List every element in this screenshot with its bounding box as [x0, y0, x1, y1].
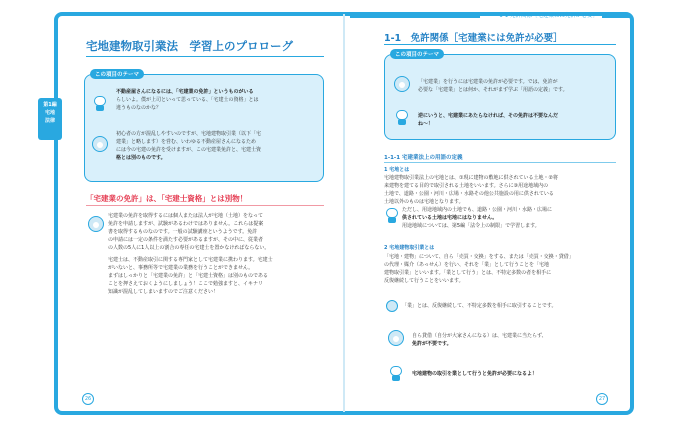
right-subheading-1a: 1 宅地とは: [384, 167, 410, 173]
right-body-1-note: [402, 206, 616, 230]
right-note-2: [412, 370, 616, 378]
right-page-number: 27: [596, 393, 608, 405]
side-tab-line3: 法律: [44, 118, 55, 124]
right-note-1-line-1: 自ら貸借（自分が大家さんになる）は、宅建業に当たらず、: [412, 333, 547, 339]
left-body-line: 知識が混乱してしまいますのでご注意ください！: [108, 289, 219, 295]
left-body-line: 宅建士は、不動産取引に関する専門家として宅建業に携わります。宅建士: [108, 257, 273, 263]
left-body-line: まずはしっかりと「宅建業の免許」と「宅建士資格」は別のものである: [108, 273, 269, 279]
left-body-line: ことを押さえておくようにしましょう！ここで勉強ますと、イキナリ: [108, 281, 264, 287]
left-theme-text-1: [116, 88, 316, 112]
right-theme-label: この項目のテーマ: [390, 49, 444, 59]
small-avatar-icon: [386, 300, 398, 312]
left-body-line: がいないと、事務所等で宅建業の業務を行うことができません。: [108, 265, 254, 271]
right-body-2-line: 反復継続して行うことをいいます。: [384, 278, 464, 284]
right-body-1-line: 土地以外のものは宅地となります。: [384, 199, 464, 205]
side-tab-line2: 宅地: [44, 110, 55, 116]
chapter-side-tab: [38, 98, 62, 140]
left-body-line: 書を取得するものなのです。一般の試験講座というようです。免許: [108, 229, 258, 235]
right-subheading-1: 1-1-1 宅建業法上の用語の定義: [384, 155, 463, 161]
right-body-2-line: の代理・媒介（あっせん）を行い、それを「業」として行うことを「宅地: [384, 262, 549, 268]
right-subheading-1b: 2 宅地建物取引業とは: [384, 245, 435, 251]
right-note-1-line-2: 免許が不要です。: [412, 341, 452, 347]
left-section-body: [108, 212, 326, 296]
left-body-line: の申請には一定の条件を満たす必要があるますが、その中に、従業者: [108, 237, 264, 243]
robot-character-icon-3: [384, 206, 398, 224]
side-tab-line1: 第1編: [43, 102, 57, 108]
left-page-title: 宅地建物取引業法 学習上のプロローグ: [86, 39, 293, 53]
right-theme-1-line-2: 必要な「宅建業」とは何か、それがまず学ぶ「用語の定義」です。: [418, 87, 568, 93]
right-page-title: 1-1 免許関係［宅建業には免許が必要］: [384, 33, 563, 44]
teacher-avatar-icon-4: [388, 330, 404, 346]
right-theme-1-line-1: 「宅建業」を行うには宅建業の免許が必要です。では、免許が: [418, 79, 558, 85]
right-body-1-line: 用途地域については、第5編「法令上の制限」で学習します。: [402, 223, 540, 229]
right-theme-text-2: [418, 112, 610, 128]
teacher-avatar-icon-2: [88, 216, 104, 232]
right-body-1-line: 来建物を建てる目的で取引される土地をいいます。さらに③用途地域内の: [384, 183, 549, 189]
left-theme-1-line-2: らしいよ。僕が上司といって思っている、「宅建士の資格」とは: [116, 97, 259, 103]
book-spine: [343, 14, 345, 412]
right-title-rule: [384, 44, 616, 45]
left-theme-text-2: [116, 130, 316, 162]
left-body-line: 免許を申請しますが、試験があるわけではありません。これらは提案: [108, 221, 264, 227]
right-body-2-line: 建物取引業」といいます。「業として行う」とは、不特定多数の者を相手に: [384, 270, 552, 276]
left-body-line: の人数の5人に1人以上の割合の専任の宅建士を置かなければならない。: [108, 245, 270, 251]
right-body-2-line: 「業」とは、反復継続して、不特定多数を相手に取引することです。: [402, 303, 557, 309]
left-page-number: 26: [82, 393, 94, 405]
right-note-2-line: 宅地建物の取引を業として行うと免許が必要になるよ！: [412, 371, 538, 377]
robot-character-icon-4: [388, 364, 404, 382]
left-theme-2-line-3: には今の宅建の免許を受けますが、この宅建業免許と、宅建士資: [116, 147, 262, 153]
teacher-avatar-icon-3: [394, 76, 410, 92]
header-rule: [350, 16, 480, 18]
right-note-1: [412, 332, 616, 348]
right-body-1: [384, 174, 616, 206]
robot-character-icon-2: [394, 108, 410, 126]
left-body-line: 宅建業の免許を取得するには個人または法人が宅地（土地）をなって: [108, 213, 264, 219]
left-theme-label: この項目のテーマ: [90, 69, 144, 79]
left-section-title: 「宅建業の免許」は、「宅建士資格」とは別物！: [86, 194, 248, 203]
header-rule-end: [602, 16, 632, 18]
right-body-1-line: ただし、用途地域内の土地でも、道路・公園・河川・水路・広場に: [402, 207, 553, 213]
robot-character-icon: [92, 94, 108, 112]
left-theme-2-line-4: 格とは別のものです。: [116, 155, 166, 161]
right-subheading-rule: [384, 162, 616, 163]
left-theme-1-line-1: 不動産屋さんになるには、「宅建業の免許」というものがいる: [116, 89, 254, 95]
right-theme-2-line-1: 逆にいうと、宅建業にあたらなければ、その免許は不要なんだ: [418, 113, 559, 119]
right-body-1-line: 供されている土地は宅地にはなりません。: [402, 215, 498, 221]
right-body-1-line: 土地で、道路・公園・河川・広場・水路その他公共施設の用に供されている: [384, 191, 554, 197]
left-section-rule: [86, 205, 324, 206]
right-body-2: [384, 253, 616, 285]
left-title-rule: [86, 56, 324, 57]
teacher-avatar-icon: [92, 136, 108, 152]
right-body-2-note: [402, 302, 616, 310]
left-theme-2-line-1: 初心者の方が混乱しやすいのですが、宅地建物取引業（以下「宅: [116, 131, 262, 137]
running-header: [350, 12, 632, 22]
left-theme-2-line-2: 建業」と略します）を営む、いわゆる不動産屋さんになるため: [116, 139, 257, 145]
left-theme-1-line-3: 違うものなのかな？: [116, 105, 162, 111]
right-body-2-line: 「宅地・建物」について、自ら「売買・交換」をする、または「売買・交換・貸借」: [384, 254, 574, 260]
right-body-1-line: 宅地建物取引業法上の宅地とは、①現に建物の敷地に供されている土地・②将: [384, 175, 558, 181]
header-text: 1-1 免許関係［宅建業には免許が必要］: [499, 13, 598, 19]
right-theme-text-1: [418, 78, 610, 94]
right-theme-2-line-2: ね～！: [418, 121, 434, 127]
